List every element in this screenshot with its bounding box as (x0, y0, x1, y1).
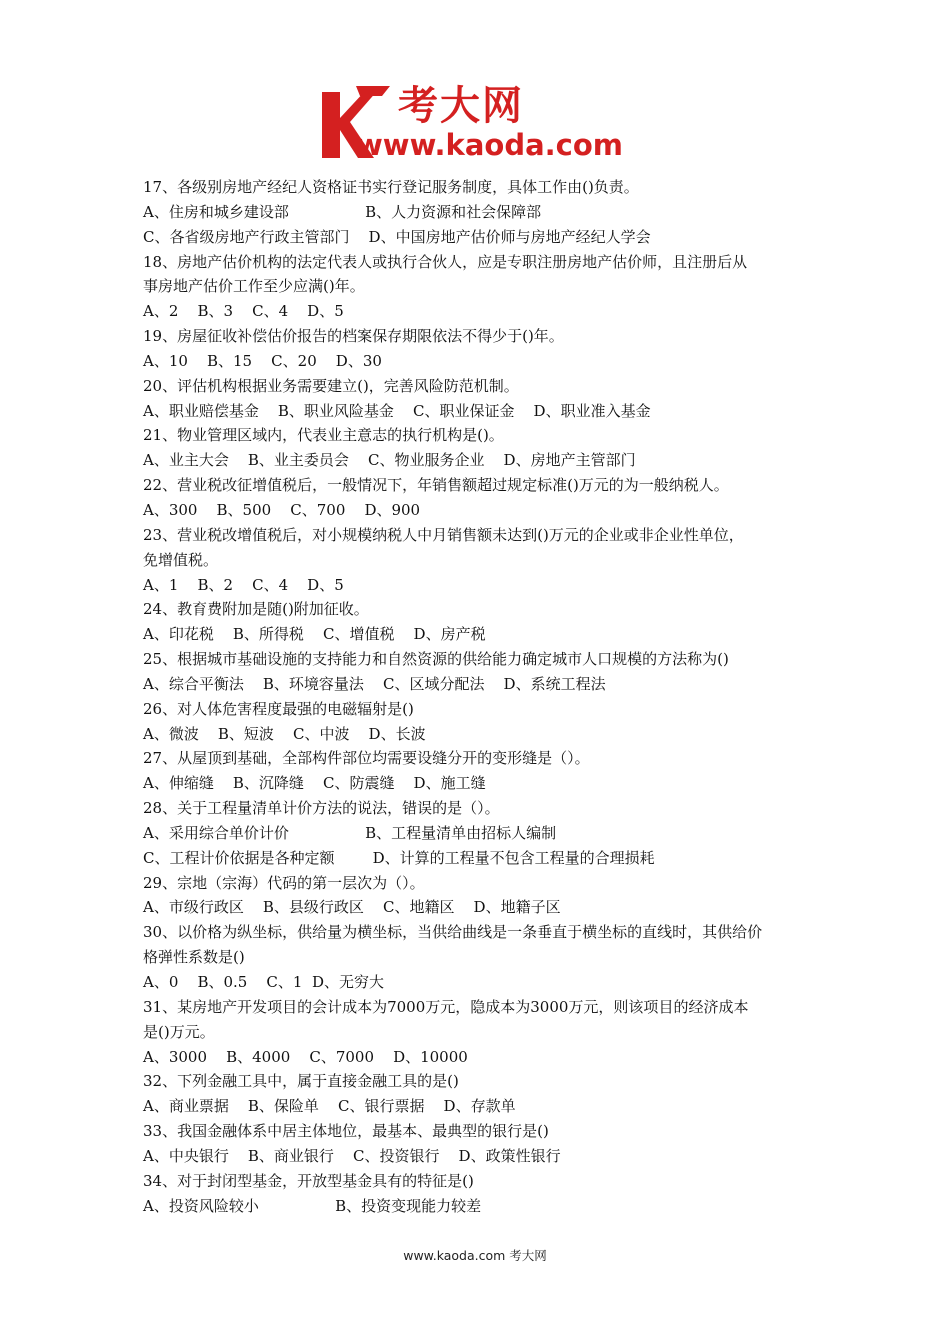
question-line: 27、从屋顶到基础，全部构件部位均需要设缝分开的变形缝是（）。 (143, 749, 590, 768)
question-line: 22、营业税改征增值税后，一般情况下，年销售额超过规定标准()万元的为一般纳税人。 (143, 476, 729, 495)
question-line: 事房地产估价工作至少应满()年。 (143, 277, 365, 296)
options-line: A、伸缩缝 B、沉降缝 C、防震缝 D、施工缝 (143, 774, 486, 793)
question-line: 19、房屋征收补偿估价报告的档案保存期限依法不得少于()年。 (143, 327, 564, 346)
options-line: A、300 B、500 C、700 D、900 (143, 500, 421, 519)
options-line: A、投资风险较小 B、投资变现能力较差 (143, 1196, 482, 1215)
options-line: A、住房和城乡建设部 B、人力资源和社会保障部 (143, 202, 542, 221)
options-line: A、印花税 B、所得税 C、增值税 D、房产税 (143, 625, 486, 644)
options-line: A、0 B、0.5 C、1 D、无穷大 (143, 973, 384, 991)
question-line: 24、教育费附加是随()附加征收。 (143, 600, 369, 619)
logo-chinese-text: 考大网 (398, 83, 524, 129)
options-line: A、商业票据 B、保险单 C、银行票据 D、存款单 (143, 1097, 516, 1116)
options-line: A、微波 B、短波 C、中波 D、长波 (143, 724, 426, 743)
question-line: 是()万元。 (143, 1022, 215, 1041)
options-line: A、10 B、15 C、20 D、30 (143, 351, 382, 370)
options-line: A、市级行政区 B、县级行政区 C、地籍区 D、地籍子区 (143, 898, 561, 917)
options-line: A、中央银行 B、商业银行 C、投资银行 D、政策性银行 (143, 1146, 561, 1165)
question-line: 26、对人体危害程度最强的电磁辐射是() (143, 699, 414, 718)
kaoda-logo (316, 82, 646, 164)
question-line: 32、下列金融工具中，属于直接金融工具的是() (143, 1072, 459, 1091)
options-line: A、职业赔偿基金 B、职业风险基金 C、职业保证金 D、职业准入基金 (143, 401, 651, 420)
options-line: A、2 B、3 C、4 D、5 (143, 302, 344, 321)
options-line: C、工程计价依据是各种定额 D、计算的工程量不包含工程量的合理损耗 (143, 848, 655, 867)
question-line: 25、根据城市基础设施的支持能力和自然资源的供给能力确定城市人口规模的方法称为() (143, 650, 729, 669)
options-line: A、业主大会 B、业主委员会 C、物业服务企业 D、房地产主管部门 (143, 451, 636, 470)
question-list (143, 175, 813, 1218)
options-line: C、各省级房地产行政主管部门 D、中国房地产估价师与房地产经纪人学会 (143, 227, 651, 246)
question-line: 34、对于封闭型基金，开放型基金具有的特征是() (143, 1171, 474, 1190)
logo-url-text: www.kaoda.com (356, 128, 623, 162)
options-line: A、1 B、2 C、4 D、5 (143, 575, 344, 594)
options-line: A、采用综合单价计价 B、工程量清单由招标人编制 (143, 823, 557, 842)
question-line: 33、我国金融体系中居主体地位，最基本、最典型的银行是() (143, 1122, 549, 1141)
question-line: 30、以价格为纵坐标，供给量为横坐标，当供给曲线是一条垂直于横坐标的直线时，其供给价 (143, 923, 763, 942)
question-line: 31、某房地产开发项目的会计成本为7000万元，隐成本为3000万元，则该项目的经济成本 (143, 997, 749, 1016)
question-line: 23、营业税改增值税后，对小规模纳税人中月销售额未达到()万元的企业或非企业性单位， (143, 525, 744, 544)
options-line: A、3000 B、4000 C、7000 D、10000 (143, 1047, 468, 1066)
question-line: 免增值税。 (143, 550, 219, 569)
question-line: 21、物业管理区域内，代表业主意志的执行机构是()。 (143, 426, 504, 445)
question-line: 18、房地产估价机构的法定代表人或执行合伙人，应是专职注册房地产估价师，且注册后从 (143, 252, 748, 271)
question-line: 17、各级别房地产经纪人资格证书实行登记服务制度，具体工作由()负责。 (143, 178, 639, 196)
question-line: 29、宗地（宗海）代码的第一层次为（）。 (143, 873, 425, 892)
options-line: A、综合平衡法 B、环境容量法 C、区域分配法 D、系统工程法 (143, 674, 606, 693)
question-line: 20、评估机构根据业务需要建立()，完善风险防范机制。 (143, 376, 519, 395)
page-footer: www.kaoda.com 考大网 (403, 1248, 547, 1263)
question-line: 格弹性系数是() (143, 948, 245, 967)
question-line: 28、关于工程量清单计价方法的说法，错误的是（）。 (143, 799, 500, 818)
